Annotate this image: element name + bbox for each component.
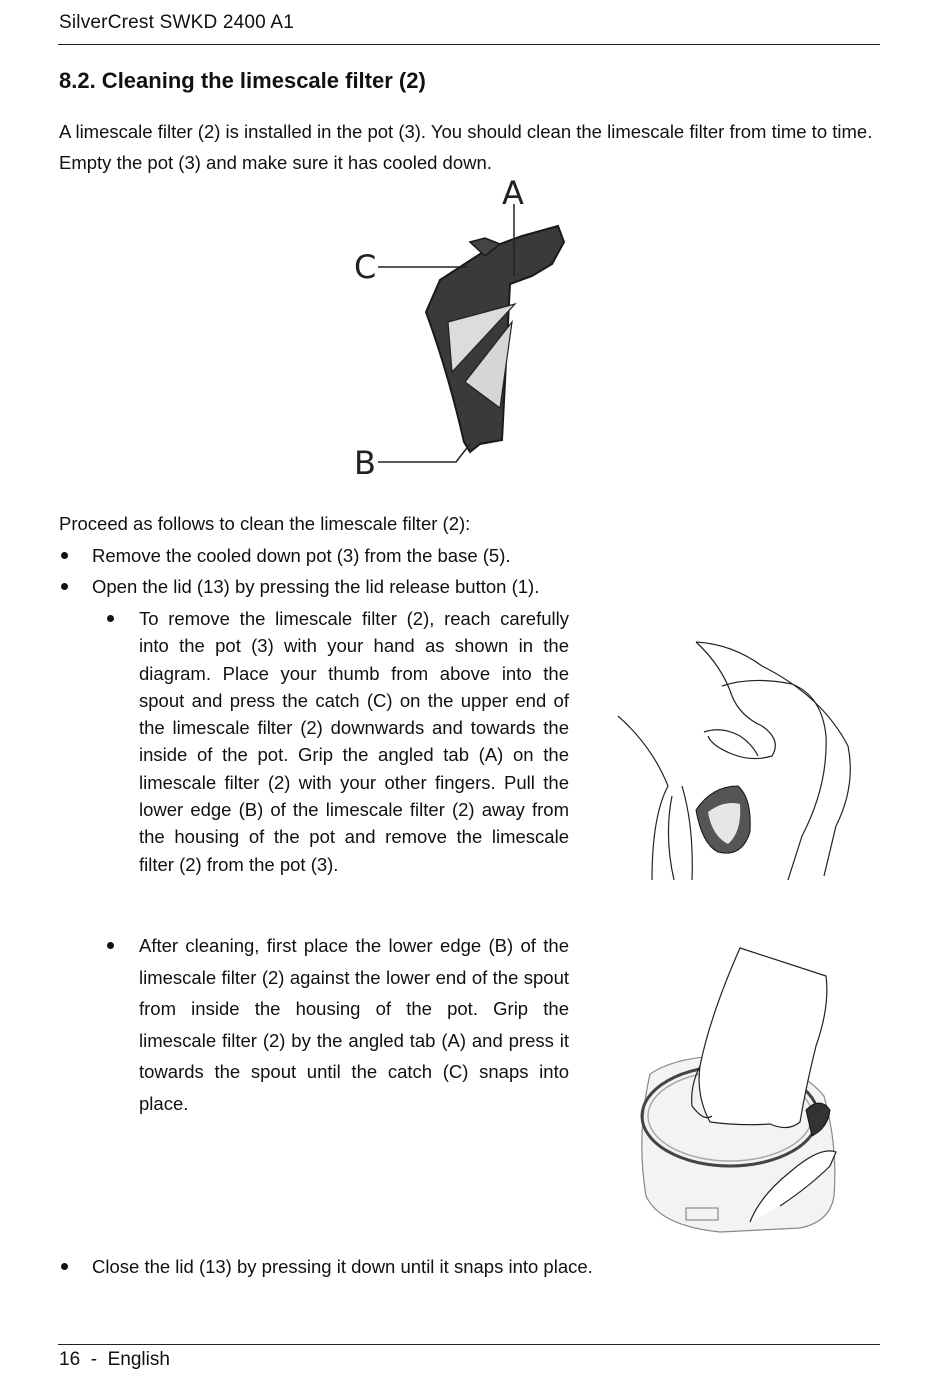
filter-frame <box>426 226 564 452</box>
header-rule <box>58 44 880 45</box>
substep-reinsert-filter-text: After cleaning, first place the lower edge (B) of the limescale filter (2) against the lower end of the spout from inside the housing of the pot. Grip the limescale filter (2) by the angled tab (A) and press it towards the spout until the catch (C) snaps into place. <box>139 935 569 1114</box>
step-2-text: Open the lid (13) by pressing the lid release button (1). <box>92 576 540 597</box>
document-header-title: SilverCrest SWKD 2400 A1 <box>59 12 294 33</box>
step-3-text: Close the lid (13) by pressing it down until it snaps into place. <box>92 1256 593 1277</box>
footer-page-label: 16 - English <box>59 1349 170 1370</box>
bullet-icon <box>61 583 68 590</box>
diagram-label-a: A <box>502 174 524 212</box>
diagram-label-b: B <box>354 444 376 482</box>
procedure-lead: Proceed as follows to clean the limescale filter (2): <box>59 513 471 534</box>
diagram-label-c: C <box>354 248 377 286</box>
hand-inserting-filter-illustration <box>630 946 850 1236</box>
bullet-icon <box>107 615 114 622</box>
substep-remove-filter-text: To remove the limescale filter (2), reach carefully into the pot (3) with your hand as shown in the diagram. Place your thumb from above into the spout and press the catch (C) on the upper end of the limescale filter (2) downwards and towards the inside of the pot. Grip the angled tab (A) on the limescale filter (2) with your other fingers. Pull the lower edge (B) of the limescale filter (2) away from the housing of the pot and remove the limescale filter (2) from the pot (3). <box>139 608 569 875</box>
bullet-icon <box>61 552 68 559</box>
bullet-icon <box>61 1263 68 1270</box>
limescale-filter-diagram <box>340 172 580 482</box>
bullet-icon <box>107 942 114 949</box>
section-title: 8.2. Cleaning the limescale filter (2) <box>59 68 426 93</box>
footer-rule <box>58 1344 880 1345</box>
hand-removing-filter-illustration <box>612 636 862 880</box>
intro-line-2: Empty the pot (3) and make sure it has cooled down. <box>59 152 492 173</box>
intro-line-1: A limescale filter (2) is installed in the pot (3). You should clean the limescale filter from time to time. <box>59 121 873 142</box>
step-1-text: Remove the cooled down pot (3) from the base (5). <box>92 545 511 566</box>
